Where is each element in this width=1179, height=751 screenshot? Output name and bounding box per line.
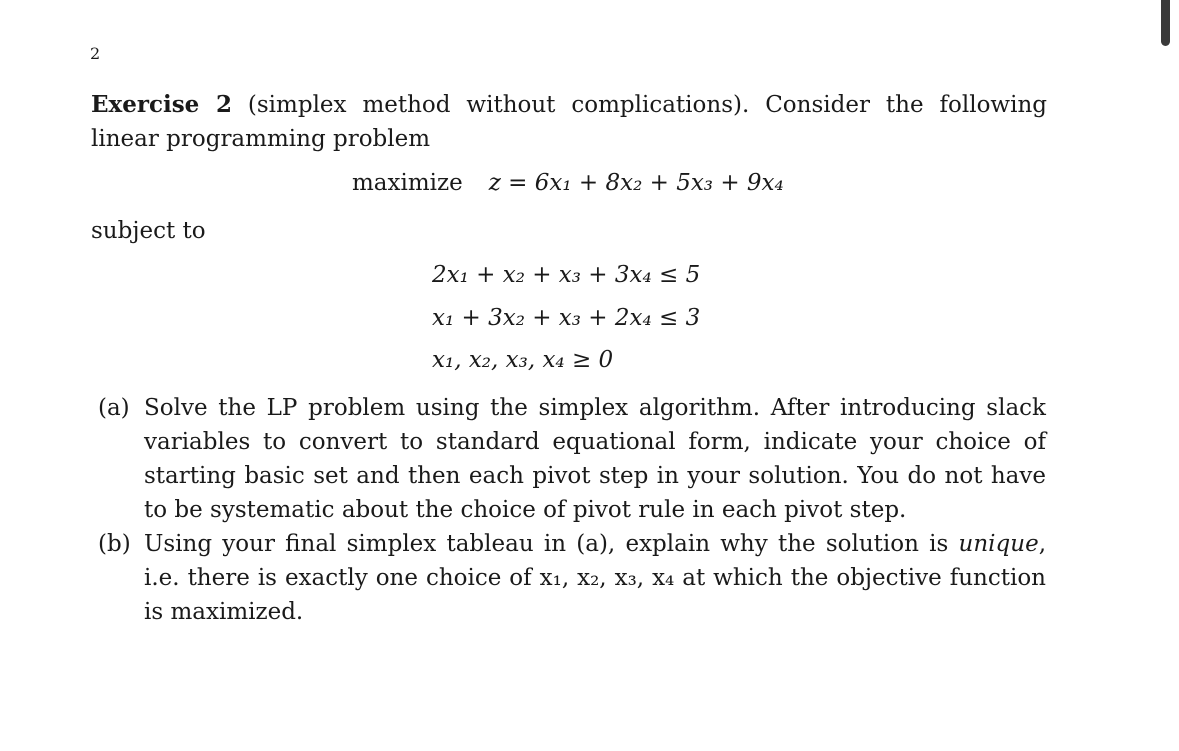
exercise-description: (simplex method without complications). Consider the following linear programming problem [91,92,1047,152]
part-b-label: (b) [98,531,131,557]
objective-function [352,170,784,196]
part-b-emphasis: unique [958,531,1039,557]
part-b-text-before: Using your final simplex tableau in (a), explain why the solution is [144,531,959,557]
constraint-1: 2x₁ + x₂ + x₃ + 3x₄ ≤ 5 [432,262,701,288]
part-a-label: (a) [98,395,130,421]
maximize-keyword: maximize [352,170,463,196]
subject-to-label: subject to [91,218,206,244]
part-b-text [144,527,1046,629]
scrollbar[interactable] [1161,0,1170,46]
exercise-title: Exercise 2 [91,91,232,118]
constraint-nonnegativity: x₁, x₂, x₃, x₄ ≥ 0 [432,347,614,373]
part-a-text: Solve the LP problem using the simplex algorithm. After introducing slack variables to convert to standard equational form, indicate your choice of starting basic set and then each pivot step in your solution. You do not have to be systematic about the choice of pivot rule in each pivot step. [144,395,1046,523]
page-number: 2 [90,44,101,63]
part-b-text-after: , i.e. there is exactly one choice of x₁, x₂, x₃, x₄ at which the objective function is maximized. [144,531,1046,625]
objective-expression: z = 6x₁ + 8x₂ + 5x₃ + 9x₄ [488,170,784,196]
exercise-intro [91,88,1047,156]
constraint-2: x₁ + 3x₂ + x₃ + 2x₄ ≤ 3 [432,305,701,331]
